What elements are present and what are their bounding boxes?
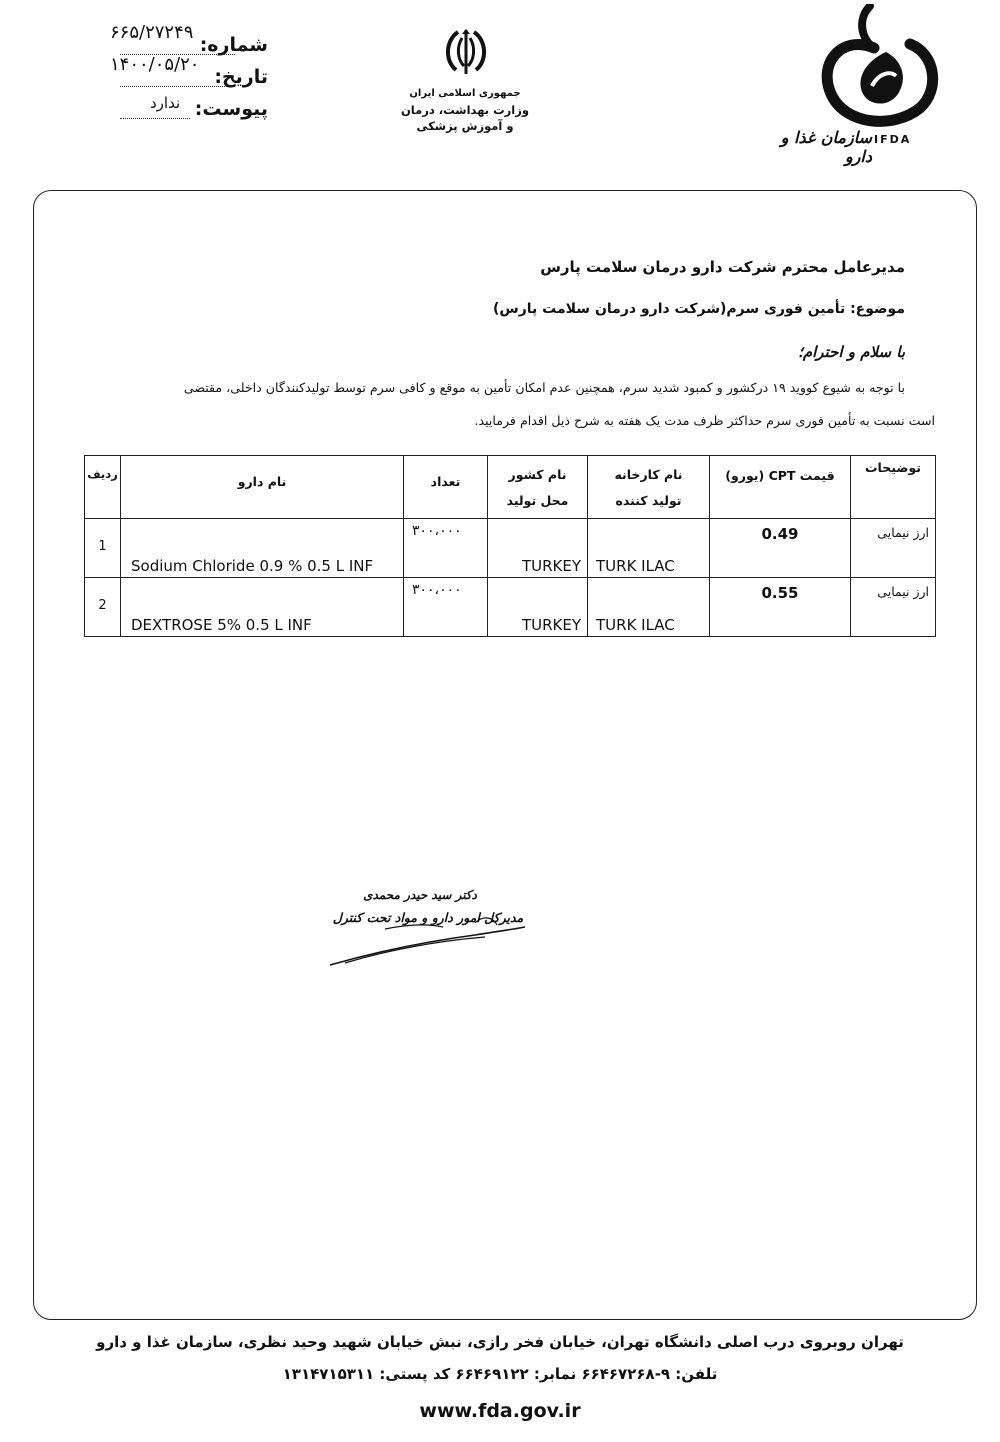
header-quantity: تعداد xyxy=(404,456,488,519)
table-row xyxy=(85,578,936,637)
emblem-line-2: وزارت بهداشت، درمان xyxy=(400,103,530,117)
header-country: نام کشور محل تولید xyxy=(488,456,588,519)
cell-quantity: ۳۰۰،۰۰۰ xyxy=(404,578,488,637)
cell-country: TURKEY xyxy=(488,519,588,578)
ministry-name xyxy=(390,86,540,134)
header-price: قیمت CPT (یورو) xyxy=(710,456,851,519)
attachment-row xyxy=(110,94,310,128)
footer-address: تهران روبروی درب اصلی دانشگاه تهران، خیابان فخر رازی، نبش خیابان شهید وحید نظری، سازمان غذا و دارو xyxy=(96,1333,904,1351)
date-row xyxy=(110,54,310,96)
header-row-number: ردیف xyxy=(85,456,121,519)
cell-notes: ارز نیمایی xyxy=(851,519,936,578)
body-line-2: است نسبت به تأمین فوری سرم حداکثر ظرف مدت یک هفته به شرح ذیل اقدام فرمایید. xyxy=(474,413,935,428)
letter-date: ۱۴۰۰/۰۵/۲۰ xyxy=(110,54,200,75)
cell-manufacturer: TURK ILAC xyxy=(588,519,710,578)
footer-website[interactable]: www.fda.gov.ir xyxy=(419,1400,581,1422)
ifda-name: سازمان غذا و دارو xyxy=(780,128,872,166)
signatory-name: دکتر سید حیدر محمدی xyxy=(363,888,477,902)
handwritten-signature-icon xyxy=(325,905,535,975)
table-row xyxy=(85,519,936,578)
ifda-abbr: IFDA xyxy=(874,133,912,146)
cell-price: 0.49 xyxy=(710,519,851,578)
number-label: شماره: xyxy=(199,34,268,56)
cell-country: TURKEY xyxy=(488,578,588,637)
attachment-label: پیوست: xyxy=(194,98,268,120)
cell-notes: ارز نیمایی xyxy=(851,578,936,637)
emblem-line-1: جمهوری اسلامی ایران xyxy=(409,88,521,99)
footer-phones: تلفن: ۹-۶۶۴۶۷۲۶۸ نمابر: ۶۶۴۶۹۱۲۲ کد پستی: ۱۳۱۴۷۱۵۳۱۱ xyxy=(282,1365,718,1383)
cell-quantity: ۳۰۰،۰۰۰ xyxy=(404,519,488,578)
signatory-title: مدیرکل امور دارو و مواد تحت کنترل xyxy=(332,910,524,925)
subject: موضوع: تأمین فوری سرم(شرکت دارو درمان سلامت پارس) xyxy=(493,301,905,317)
table-header-row xyxy=(85,456,936,519)
body-line-1: با توجه به شیوع کووید ۱۹ درکشور و کمبود شدید سرم، همچنین عدم امکان تأمین به موقع و کافی سرم توسط تولیدکنندگان داخلی، مقتضی xyxy=(183,380,905,395)
items-table xyxy=(84,455,936,637)
header-manufacturer: نام کارخانه تولید کننده xyxy=(588,456,710,519)
attachment-value: ندارد xyxy=(150,94,181,112)
header-drug-name: نام دارو xyxy=(121,456,404,519)
header-notes: توضیحات xyxy=(851,456,936,519)
ifda-logo-icon xyxy=(812,4,942,132)
cell-manufacturer: TURK ILAC xyxy=(588,578,710,637)
cell-price: 0.55 xyxy=(710,578,851,637)
addressee: مدیرعامل محترم شرکت دارو درمان سلامت پارس xyxy=(540,258,905,276)
greeting: با سلام و احترام؛ xyxy=(798,343,905,361)
cell-row-number: 2 xyxy=(85,578,121,637)
dotted-line xyxy=(120,118,190,119)
letter-number: ۶۶۵/۲۷۲۴۹ xyxy=(110,22,194,43)
iran-emblem-icon xyxy=(438,28,494,78)
cell-drug-name: DEXTROSE 5% 0.5 L INF xyxy=(121,578,404,637)
date-label: تاریخ: xyxy=(214,66,268,88)
cell-drug-name: Sodium Chloride 0.9 % 0.5 L INF xyxy=(121,519,404,578)
emblem-line-3: و آموزش پزشکی xyxy=(416,119,514,133)
cell-row-number: 1 xyxy=(85,519,121,578)
